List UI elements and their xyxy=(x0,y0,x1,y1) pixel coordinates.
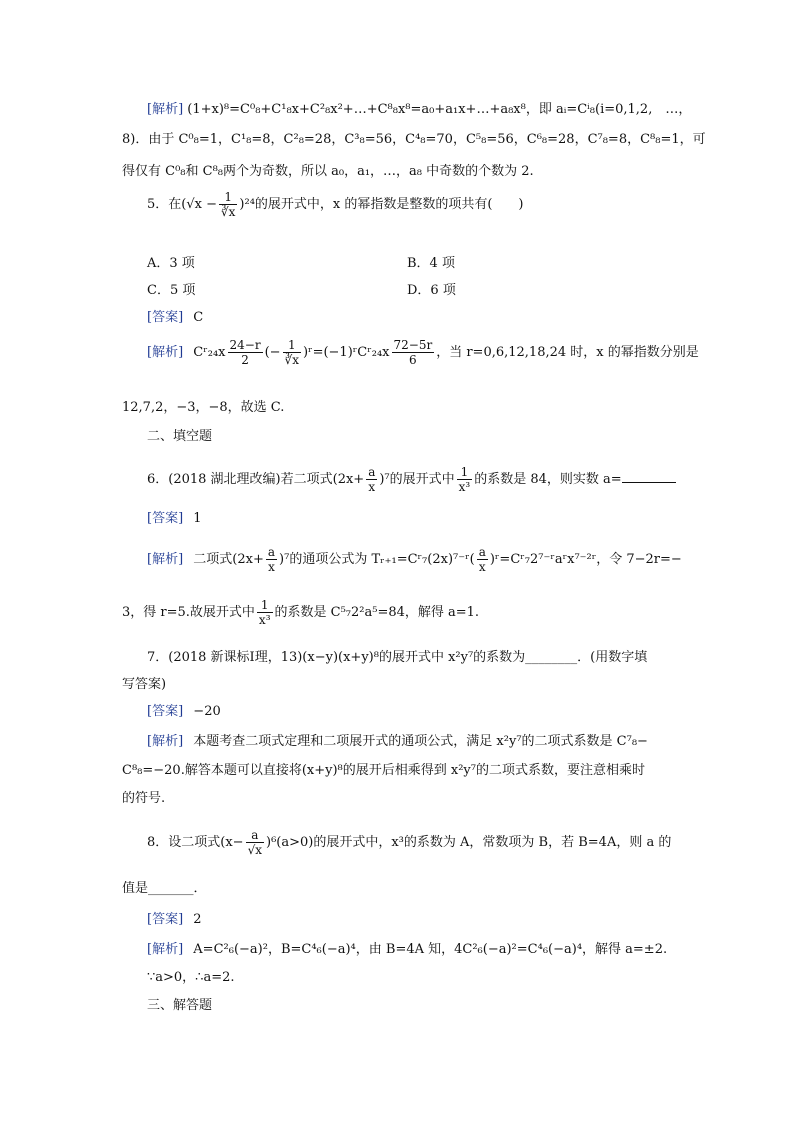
fraction-2: $\frac{24-r}{2}$ xyxy=(229,338,261,367)
fraction-7: $\frac{a}{x}$ xyxy=(267,545,276,574)
fraction-6: $\frac{1}{\text{x³}}$ xyxy=(458,465,471,494)
analysis-4-line-1 xyxy=(147,101,691,119)
analysis-6-text-b: )⁷的通项公式为 Tᵣ₊₁=Cʳ₇(2x)⁷⁻ʳ( xyxy=(279,552,475,567)
analysis-text: (1+x)⁸=C⁰₈+C¹₈x+C²₈x²+…+C⁸₈x⁸=a₀+a₁x+…+a₈x⁸，即 aᵢ=Cⁱ₈(i=0,1,2, …， xyxy=(187,102,692,117)
section-solve: 三、解答题 xyxy=(147,998,213,1013)
analysis-8-line-2: ∵a>0，∴a=2. xyxy=(147,970,235,985)
answer-label: [答案] xyxy=(147,912,184,927)
analysis-label: [解析] xyxy=(147,552,184,567)
answer-8-value: 2 xyxy=(193,912,202,927)
answer-label: [答案] xyxy=(147,310,184,325)
analysis-7-line-3: 的符号. xyxy=(122,791,166,806)
analysis-4-line-2: 8)．由于 C⁰₈=1，C¹₈=8，C²₈=28，C³₈=56，C⁴₈=70，C⁵₈=56，C⁶₈=28，C⁷₈=8，C⁸₈=1，可 xyxy=(122,132,706,147)
fraction-8: $\frac{a}{x}$ xyxy=(478,545,486,574)
analysis-5-text-d: )ʳ=(−1)ʳCʳ₂₄x xyxy=(302,345,390,360)
analysis-label: [解析] xyxy=(147,345,184,360)
option-b: B．4 项 xyxy=(407,256,455,271)
option-d: D．6 项 xyxy=(407,283,456,298)
answer-blank xyxy=(622,470,676,483)
analysis-label: [解析] xyxy=(147,942,184,957)
answer-label: [答案] xyxy=(147,511,184,526)
answer-6 xyxy=(147,510,202,528)
answer-7-value: −20 xyxy=(193,704,221,719)
question-8-text-a: 8．设二项式(x− xyxy=(147,835,244,850)
fraction-10: $\frac{a}{√x}$ xyxy=(247,828,262,857)
question-8-line-1 xyxy=(147,826,671,860)
question-5-text-b: )²⁴的展开式中，x 的幂指数是整数的项共有( ) xyxy=(239,197,524,212)
question-5 xyxy=(147,190,524,220)
fraction-9: $\frac{1}{\text{x³}}$ xyxy=(258,598,271,627)
analysis-6-text-d: 3，得 r=5.故展开式中 xyxy=(122,605,255,620)
answer-7 xyxy=(147,703,221,721)
analysis-7-line-2: C⁸₈=−20.解答本题可以直接将(x+y)⁸的展开后相乘得到 x²y⁷的二项式系数，要注意相乘时 xyxy=(122,763,645,778)
question-5-text-a: 5．在(√x − xyxy=(147,197,217,212)
question-6-text-a: 6．(2018 湖北理改编)若二项式(2x+ xyxy=(147,472,365,487)
analysis-5-text-e: ，当 r=0,6,12,18,24 时，x 的幂指数分别是 xyxy=(436,345,699,360)
question-6 xyxy=(147,463,676,497)
question-6-text-c: 的系数是 84，则实数 a= xyxy=(474,472,622,487)
analysis-4-line-3: 得仅有 C⁰₈和 C⁸₈两个为奇数，所以 a₀，a₁，…，a₈ 中奇数的个数为 2. xyxy=(122,164,534,179)
analysis-5-text-b: ʳ₂₄x xyxy=(203,345,226,360)
analysis-5-line-1 xyxy=(147,336,699,370)
question-8-text-b: )⁶(a>0)的展开式中，x³的系数为 A，常数项为 B，若 B=4A，则 a 的 xyxy=(266,835,672,850)
option-c: C．5 项 xyxy=(147,283,196,298)
analysis-6-text-a: 二项式(2x+ xyxy=(193,552,264,567)
answer-6-value: 1 xyxy=(193,511,202,526)
question-8-line-2: 值是_______． xyxy=(122,881,207,896)
fraction-1: $\frac{1}{∛x}$ xyxy=(220,190,236,219)
option-a: A．3 项 xyxy=(147,256,195,271)
analysis-6-line-2 xyxy=(122,596,479,630)
section-fill-blank: 二、填空题 xyxy=(147,429,213,444)
fraction-3: $\frac{1}{∛x}$ xyxy=(284,338,299,367)
answer-label: [答案] xyxy=(147,704,184,719)
question-7-line-2: 写答案) xyxy=(122,677,167,692)
analysis-6-line-1 xyxy=(147,543,682,577)
fraction-5: $\frac{a}{x}$ xyxy=(368,465,376,494)
analysis-label: [解析] xyxy=(147,102,184,117)
analysis-5-text-c: (− xyxy=(264,345,281,360)
analysis-5-text-a: C xyxy=(193,345,204,360)
analysis-7-line-1 xyxy=(147,733,648,751)
question-6-text-b: )⁷的展开式中 xyxy=(379,472,455,487)
analysis-8-line-1 xyxy=(147,941,667,959)
analysis-label: [解析] xyxy=(147,734,184,749)
question-7-line-1: 7．(2018 新课标Ⅰ理，13)(x−y)(x+y)⁸的展开式中 x²y⁷的系数为________．(用数字填 xyxy=(147,650,648,665)
fraction-4: $\frac{72-5r}{6}$ xyxy=(393,338,433,367)
analysis-7-text: 本题考查二项式定理和二项展开式的通项公式，满足 x²y⁷的二项式系数是 C⁷₈− xyxy=(193,734,648,749)
analysis-5-line-2: 12,7,2，−3，−8，故选 C. xyxy=(122,400,285,415)
answer-5-value: C xyxy=(193,310,204,325)
answer-5 xyxy=(147,309,203,327)
analysis-8-text: A=C²₆(−a)²，B=C⁴₆(−a)⁴，由 B=4A 知，4C²₆(−a)²=C⁴₆(−a)⁴，解得 a=±2. xyxy=(193,942,668,957)
analysis-6-text-e: 的系数是 C⁵₇2²a⁵=84，解得 a=1. xyxy=(274,605,480,620)
analysis-6-text-c: )ʳ=Cʳ₇2⁷⁻ʳaʳx⁷⁻²ʳ，令 7−2r=− xyxy=(489,552,682,567)
answer-8 xyxy=(147,911,202,929)
